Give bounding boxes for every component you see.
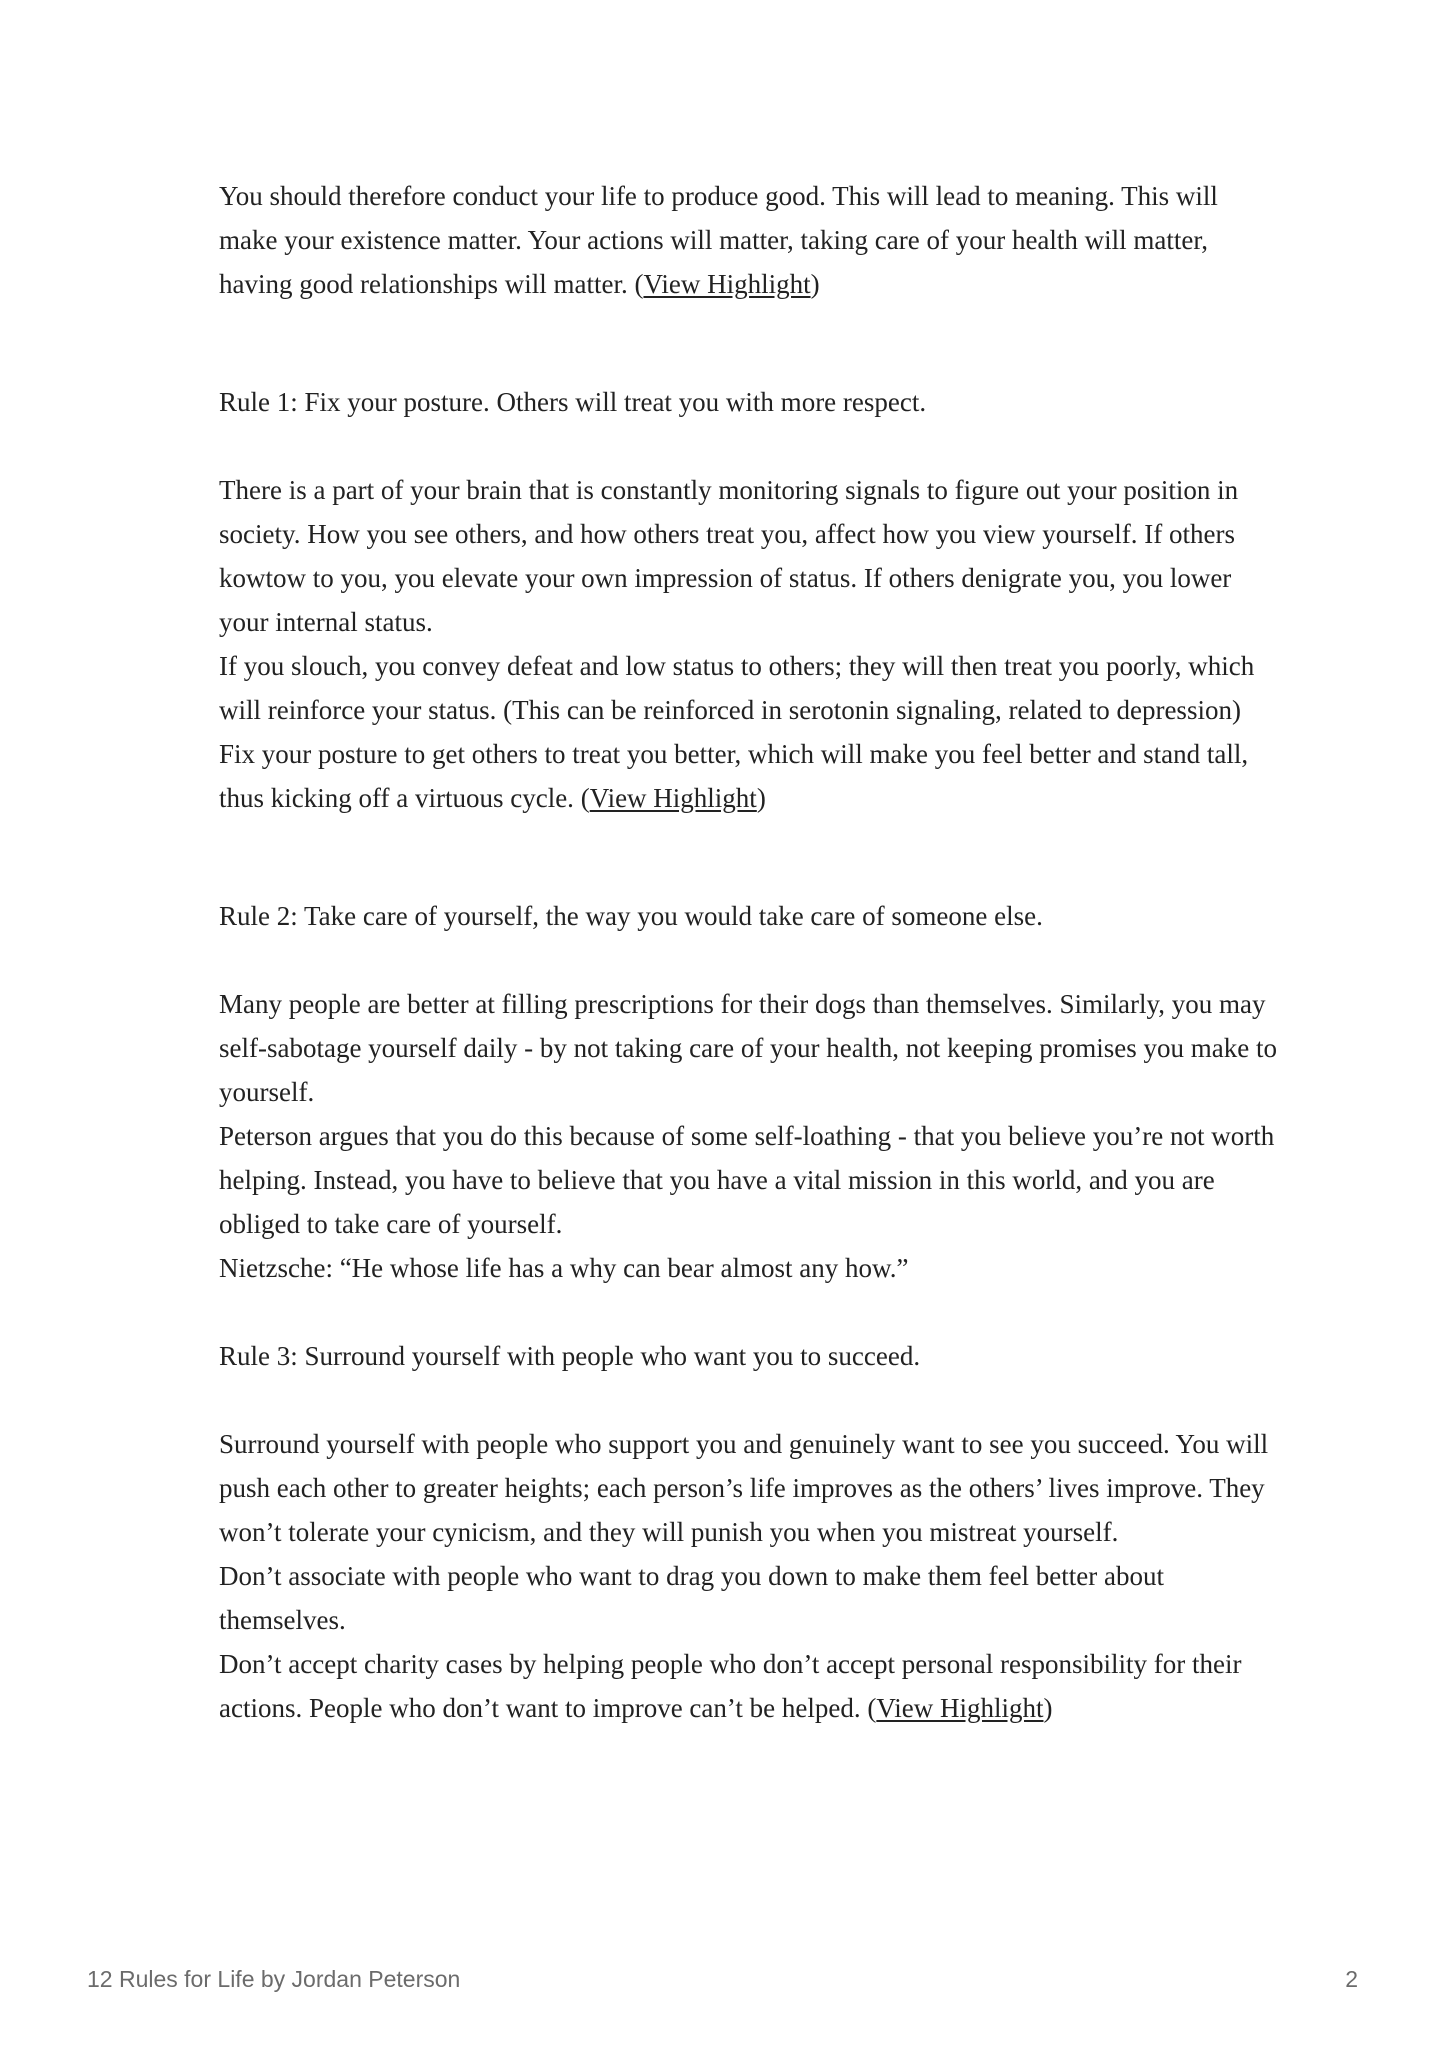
paragraph-text: You should therefore conduct your life to produce good. This will lead to meaning. This will make your existence matter. Your actions will matter, taking care of your health will matter, having good relationships will matter. [219,181,1218,299]
rule-heading: Rule 2: Take care of yourself, the way you would take care of someone else. [219,901,1043,931]
paragraph: Don’t accept charity cases by helping people who don’t accept personal responsibility for their actions. People who don’t want to improve can’t be helped. (View Highlight) [219,1649,1242,1723]
view-highlight-link[interactable]: View Highlight [589,783,757,813]
paragraph-text: Fix your posture to get others to treat you better, which will make you feel better and stand tall, thus kicking off a virtuous cycle. [219,739,1249,813]
rule-heading: Rule 3: Surround yourself with people who want you to succeed. [219,1341,921,1371]
paragraph-text: Don’t accept charity cases by helping people who don’t accept personal responsibility for their actions. People who don’t want to improve can’t be helped. [219,1649,1242,1723]
view-highlight-link[interactable]: View Highlight [876,1693,1044,1723]
footer-title: 12 Rules for Life by Jordan Peterson [87,1966,461,1992]
paragraph: Many people are better at filling prescriptions for their dogs than themselves. Similarly, you may self-sabotage yourself daily - by not taking care of your health, not keeping promises you make to yourself. [219,989,1277,1107]
rule-heading: Rule 1: Fix your posture. Others will treat you with more respect. [219,387,927,417]
paragraph: Don’t associate with people who want to drag you down to make them feel better about themselves. [219,1561,1164,1635]
view-highlight-link[interactable]: View Highlight [643,269,811,299]
page-number: 2 [1345,1966,1358,1992]
paragraph: There is a part of your brain that is constantly monitoring signals to figure out your position in society. How you see others, and how others treat you, affect how you view yourself. If others kowtow to you, you elevate your own impression of status. If others denigrate you, you lower your internal status. [219,475,1239,637]
paragraph: You should therefore conduct your life to produce good. This will lead to meaning. This will make your existence matter. Your actions will matter, taking care of your health will matter, having good relationships will matter. (View Highlight) [219,181,1218,299]
paragraph: Fix your posture to get others to treat you better, which will make you feel better and stand tall, thus kicking off a virtuous cycle. (View Highlight) [219,739,1249,813]
page-footer [87,1966,1358,1993]
document-body [219,174,1279,1730]
paragraph: Surround yourself with people who support you and genuinely want to see you succeed. You will push each other to greater heights; each person’s life improves as the others’ lives improve. They won’t tolerate your cynicism, and they will punish you when you mistreat yourself. [219,1429,1269,1547]
paragraph: Nietzsche: “He whose life has a why can bear almost any how.” [219,1253,909,1283]
paragraph: If you slouch, you convey defeat and low status to others; they will then treat you poorly, which will reinforce your status. (This can be reinforced in serotonin signaling, related to depression) [219,651,1255,725]
paragraph: Peterson argues that you do this because of some self-loathing - that you believe you’re not worth helping. Instead, you have to believe that you have a vital mission in this world, and you are obliged to take care of yourself. [219,1121,1275,1239]
